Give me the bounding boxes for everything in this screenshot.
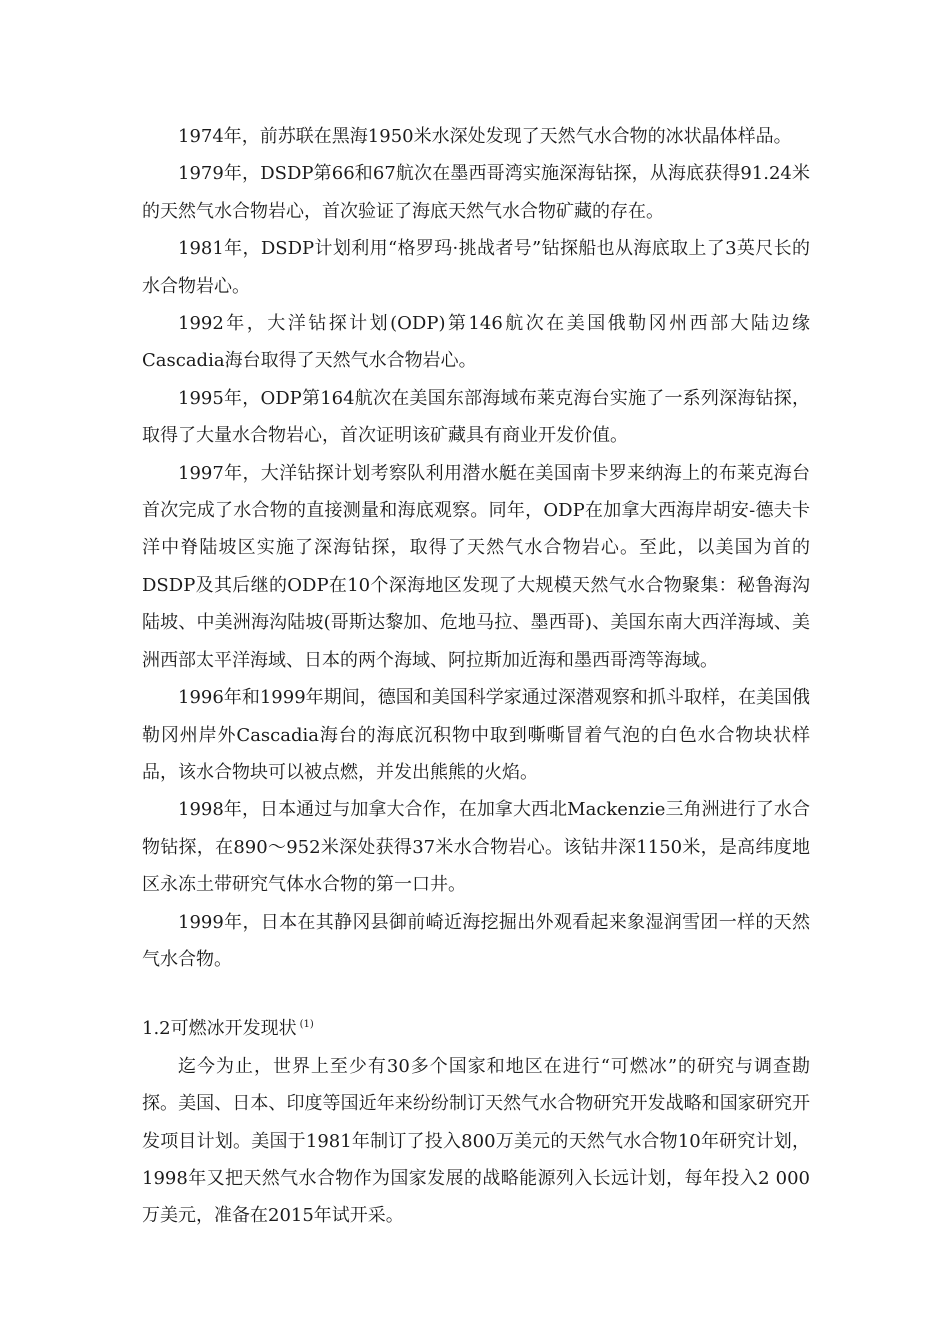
paragraph-1974: 1974年，前苏联在黑海1950米水深处发现了天然气水合物的冰状晶体样品。 [178, 126, 792, 147]
paragraph-1979: 1979年，DSDP第66和67航次在墨西哥湾实施深海钻探，从海底获得91.24米的天然气水合物岩心，首次验证了海底天然气水合物矿藏的存在。 [142, 163, 810, 222]
paragraph-1997: 1997年，大洋钻探计划考察队利用潜水艇在美国南卡罗来纳海上的布莱克海台首次完成了水合物的直接测量和海底观察。同年，ODP在加拿大西海岸胡安-德夫卡洋中脊陆坡区实施了深海钻探，取得了天然气水合物岩心。至此，以美国为首的DSDP及其后继的ODP在10个深海地区发现了大规模天然气水合物聚集：秘鲁海沟陆坡、中美洲海沟陆坡(哥斯达黎加、危地马拉、墨西哥)、美国东南大西洋海域、美洲西部太平洋海域、日本的两个海域、阿拉斯加近海和墨西哥湾等海域。 [142, 462, 810, 671]
paragraph-1992: 1992年，大洋钻探计划(ODP)第146航次在美国俄勒冈州西部大陆边缘Cascadia海台取得了天然气水合物岩心。 [142, 313, 810, 372]
paragraph-1998: 1998年，日本通过与加拿大合作，在加拿大西北Mackenzie三角洲进行了水合物钻探，在890～952米深处获得37米水合物岩心。该钻井深1150米，是高纬度地区永冻土带研究气体水合物的第一口井。 [142, 799, 810, 896]
paragraph-1995: 1995年，ODP第164航次在美国东部海域布莱克海台实施了一系列深海钻探，取得了大量水合物岩心，首次证明该矿藏具有商业开发价值。 [142, 387, 810, 447]
document-body [142, 118, 810, 1235]
paragraph-1996-1999: 1996年和1999年期间，德国和美国科学家通过深潜观察和抓斗取样，在美国俄勒冈州岸外Cascadia海台的海底沉积物中取到嘶嘶冒着气泡的白色水合物块状样品，该水合物块可以被点燃，并发出熊熊的火焰。 [142, 687, 810, 783]
section-spacer [142, 978, 810, 1006]
footnote-reference: (1) [299, 1019, 314, 1031]
section-heading-text: 1.2可燃冰开发现状 [142, 1018, 297, 1040]
paragraph-development-status: 迄今为止，世界上至少有30多个国家和地区在进行“可燃冰”的研究与调查勘探。美国、日本、印度等国近年来纷纷制订天然气水合物研究开发战略和国家研究开发项目计划。美国于1981年制订了投入800万美元的天然气水合物10年研究计划，1998年又把天然气水合物作为国家发展的战略能源列入长远计划，每年投入2 000万美元，准备在2015年试开采。 [142, 1055, 810, 1227]
paragraph-1999: 1999年，日本在其静冈县御前崎近海挖掘出外观看起来象湿润雪团一样的天然气水合物。 [142, 911, 810, 970]
section-heading [142, 1006, 810, 1047]
paragraph-1981: 1981年，DSDP计划利用“格罗玛·挑战者号”钻探船也从海底取上了3英尺长的水合物岩心。 [142, 238, 810, 297]
